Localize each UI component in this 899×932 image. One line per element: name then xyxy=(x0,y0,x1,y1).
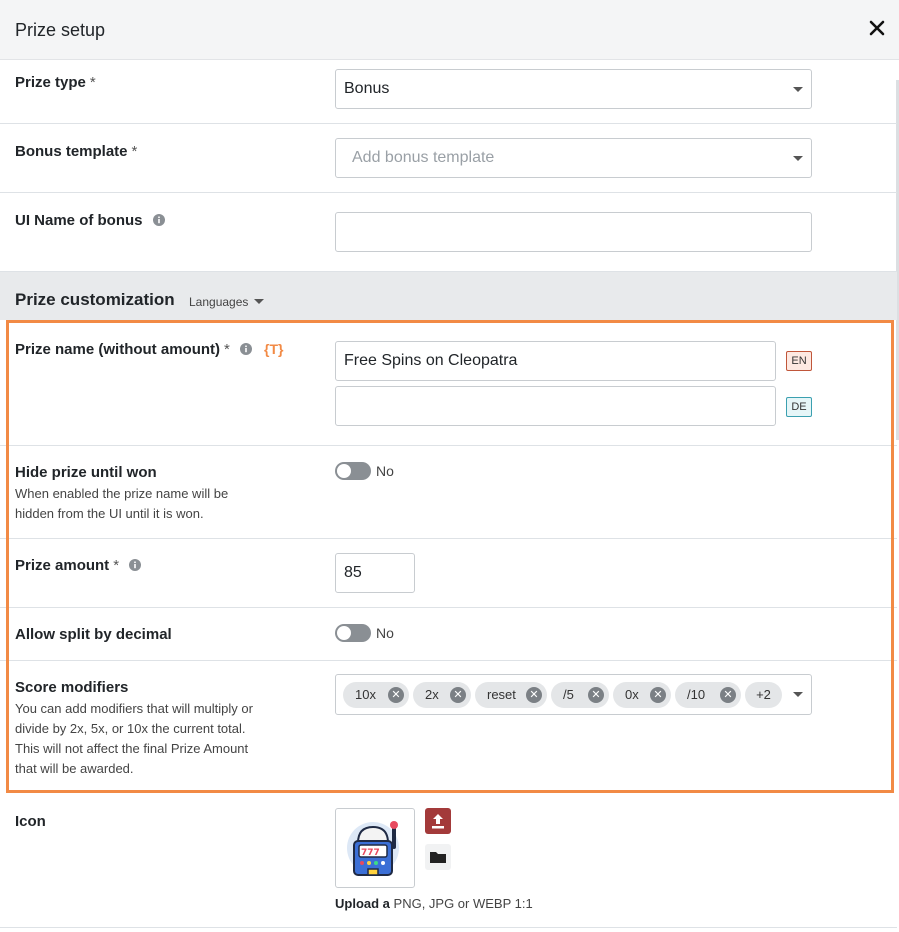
remove-chip-icon[interactable]: ✕ xyxy=(450,687,466,703)
modifier-chip xyxy=(475,682,547,708)
icon-label: Icon xyxy=(15,813,46,830)
prize-type-value: Bonus xyxy=(344,80,390,97)
section-title: Prize customization xyxy=(15,290,175,309)
ui-name-label: UI Name of bonus xyxy=(15,212,143,229)
slot-machine-icon xyxy=(335,808,415,888)
split-decimal-toggle[interactable] xyxy=(335,624,371,642)
hide-prize-help: hidden from the UI until it is won. xyxy=(15,506,204,521)
remove-chip-icon[interactable]: ✕ xyxy=(720,687,736,703)
chip-label: reset xyxy=(487,687,516,702)
upload-hint xyxy=(335,896,533,911)
hide-prize-label: Hide prize until won xyxy=(15,464,157,481)
languages-dropdown[interactable] xyxy=(189,295,264,309)
caret-down-icon[interactable] xyxy=(793,692,803,697)
prize-amount-input[interactable]: 85 xyxy=(335,553,415,593)
info-icon[interactable] xyxy=(240,342,252,359)
lang-badge-en: EN xyxy=(786,351,812,371)
chip-label: 0x xyxy=(625,687,639,702)
info-icon[interactable] xyxy=(129,558,141,575)
toggle-knob xyxy=(337,464,351,478)
hide-prize-help: When enabled the prize name will be xyxy=(15,486,229,501)
upload-hint-bold: Upload a xyxy=(335,896,390,911)
lang-badge-de: DE xyxy=(786,397,812,417)
upload-hint-text: PNG, JPG or WEBP 1:1 xyxy=(389,896,533,911)
bonus-template-label: Bonus template xyxy=(15,143,128,160)
bonus-template-row xyxy=(0,124,897,193)
prize-type-select[interactable] xyxy=(335,69,812,109)
chip-label: 10x xyxy=(355,687,376,702)
chip-label: /5 xyxy=(563,687,574,702)
hide-prize-toggle[interactable] xyxy=(335,462,371,480)
hide-prize-row xyxy=(0,446,897,539)
prize-amount-row xyxy=(0,539,897,608)
bonus-template-placeholder: Add bonus template xyxy=(352,149,495,166)
split-decimal-label: Allow split by decimal xyxy=(15,626,172,643)
toggle-knob xyxy=(337,626,351,640)
remove-chip-icon[interactable]: ✕ xyxy=(650,687,666,703)
upload-icon[interactable] xyxy=(425,808,451,834)
bonus-template-select[interactable] xyxy=(335,138,812,178)
score-modifiers-select[interactable] xyxy=(335,674,812,715)
modal-header xyxy=(0,0,899,60)
modifier-chip xyxy=(551,682,609,708)
score-modifiers-label: Score modifiers xyxy=(15,679,129,696)
required-marker: * xyxy=(131,143,138,160)
customization-header xyxy=(0,272,897,320)
ui-name-row xyxy=(0,193,897,272)
remove-chip-icon[interactable]: ✕ xyxy=(526,687,542,703)
score-modifiers-help: that will be awarded. xyxy=(15,761,134,776)
prize-name-de-input[interactable] xyxy=(335,386,776,426)
languages-label: Languages xyxy=(189,295,249,309)
prize-type-row xyxy=(0,60,897,124)
info-icon[interactable] xyxy=(153,213,165,230)
ui-name-input[interactable] xyxy=(335,212,812,252)
score-modifiers-help: divide by 2x, 5x, or 10x the current total. xyxy=(15,721,246,736)
required-marker: * xyxy=(89,74,96,91)
required-marker: * xyxy=(224,341,230,358)
prize-amount-label: Prize amount xyxy=(15,557,110,574)
folder-icon[interactable] xyxy=(425,844,451,870)
prize-name-row xyxy=(0,320,897,446)
remove-chip-icon[interactable]: ✕ xyxy=(388,687,404,703)
modifier-chip xyxy=(613,682,671,708)
modal-title: Prize setup xyxy=(15,20,106,40)
chip-label: /10 xyxy=(687,687,706,702)
modifier-chip xyxy=(413,682,471,708)
hide-prize-state: No xyxy=(376,463,394,479)
chip-label: 2x xyxy=(425,687,439,702)
score-modifiers-help: This will not affect the final Prize Amount xyxy=(15,741,249,756)
caret-down-icon xyxy=(793,87,803,92)
svg-text:777: 777 xyxy=(361,848,380,858)
close-icon[interactable] xyxy=(865,16,889,40)
prize-type-label: Prize type xyxy=(15,74,86,91)
prize-name-label: Prize name (without amount) xyxy=(15,341,221,358)
caret-down-icon xyxy=(793,156,803,161)
prize-name-en-input[interactable]: Free Spins on Cleopatra xyxy=(335,341,776,381)
modifier-chip xyxy=(675,682,741,708)
split-decimal-row xyxy=(0,608,897,661)
caret-down-icon xyxy=(254,299,264,304)
score-modifiers-help: You can add modifiers that will multiply or xyxy=(15,701,253,716)
required-marker: * xyxy=(113,557,120,574)
translation-token-icon[interactable]: {T} xyxy=(264,341,284,357)
modifier-chip xyxy=(343,682,409,708)
remove-chip-icon[interactable]: ✕ xyxy=(588,687,604,703)
more-chips-badge[interactable]: +2 xyxy=(745,682,782,708)
split-decimal-state: No xyxy=(376,625,394,641)
